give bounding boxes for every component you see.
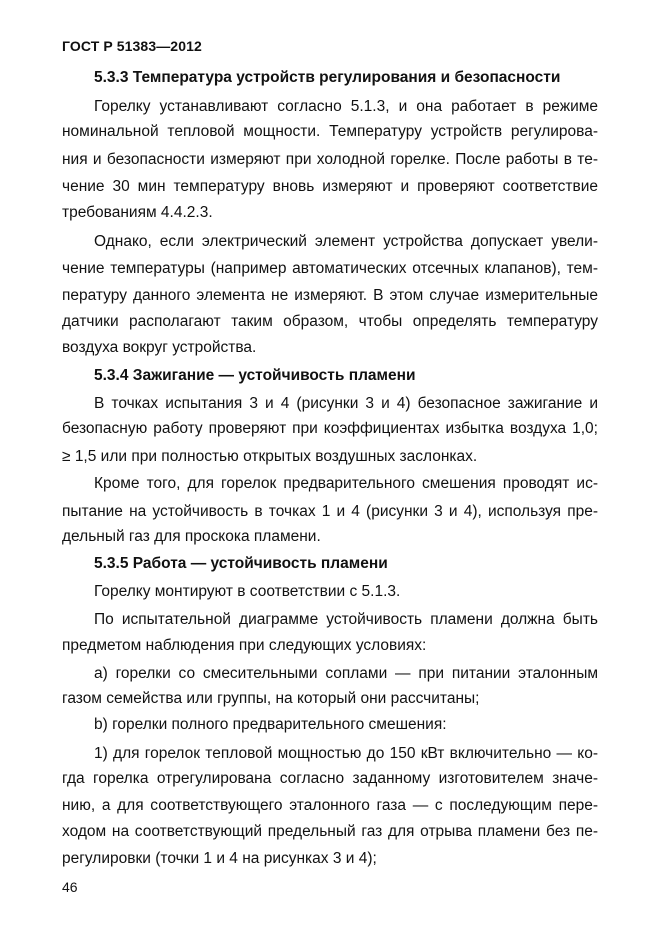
text-line: 1) для горелок тепловой мощностью до 150 кВт включительно — ко- [94, 745, 598, 762]
text-line: воздуха вокруг устройства. [62, 339, 257, 356]
text-line: дельный газ для проскока пламени. [62, 528, 321, 545]
text-line: номинальной тепловой мощности. Температуру устройств регулирова- [62, 123, 598, 140]
text-line: требованиям 4.4.2.3. [62, 204, 213, 221]
text-line: чение температуры (например автоматических отсечных клапанов), тем- [62, 260, 598, 277]
text-line: регулировки (точки 1 и 4 на рисунках 3 и 4); [62, 850, 377, 867]
text-line: пературу данного элемента не измеряют. В этом случае измерительные [62, 287, 598, 304]
text-line: безопасную работу проверяют при коэффициентах избытка воздуха 1,0; [62, 420, 598, 437]
text-line: Горелку устанавливают согласно 5.1.3, и она работает в режиме [94, 98, 598, 115]
text-line: ≥ 1,5 или при полностью открытых воздушных заслонках. [62, 448, 478, 465]
text-line: нию, а для соответствующего эталонного газа — с последующим пере- [62, 797, 598, 814]
text-line: а) горелки со смесительными соплами — при питании эталонным [94, 665, 598, 682]
text-line: По испытательной диаграмме устойчивость пламени должна быть [94, 611, 598, 628]
text-line: газом семейства или группы, на который они рассчитаны; [62, 690, 480, 707]
text-line: ния и безопасности измеряют при холодной горелке. После работы в те- [62, 151, 598, 168]
text-line: предметом наблюдения при следующих условиях: [62, 637, 427, 654]
text-line: ходом на соответствующий предельный газ для отрыва пламени без пе- [62, 823, 598, 840]
text-line: В точках испытания 3 и 4 (рисунки 3 и 4) безопасное зажигание и [94, 395, 598, 412]
text-line: Однако, если электрический элемент устройства допускает увели- [94, 233, 598, 250]
section-heading: 5.3.3 Температура устройств регулирования и безопасности [94, 69, 561, 86]
page-number: 46 [62, 879, 78, 895]
text-line: Кроме того, для горелок предварительного смешения проводят ис- [94, 475, 598, 492]
text-line: пытание на устойчивость в точках 1 и 4 (рисунки 3 и 4), используя пре- [62, 503, 598, 520]
text-line: чение 30 мин температуру вновь измеряют и проверяют соответствие [62, 178, 598, 195]
document-header: ГОСТ Р 51383—2012 [62, 38, 202, 54]
section-heading: 5.3.4 Зажигание — устойчивость пламени [94, 367, 416, 384]
text-line: Горелку монтируют в соответствии с 5.1.3. [94, 583, 401, 600]
text-line: b) горелки полного предварительного смешения: [94, 716, 447, 733]
text-line: датчики располагают таким образом, чтобы определять температуру [62, 313, 598, 330]
text-line: гда горелка отрегулирована согласно заданному изготовителем значе- [62, 770, 598, 787]
section-heading: 5.3.5 Работа — устойчивость пламени [94, 555, 388, 572]
